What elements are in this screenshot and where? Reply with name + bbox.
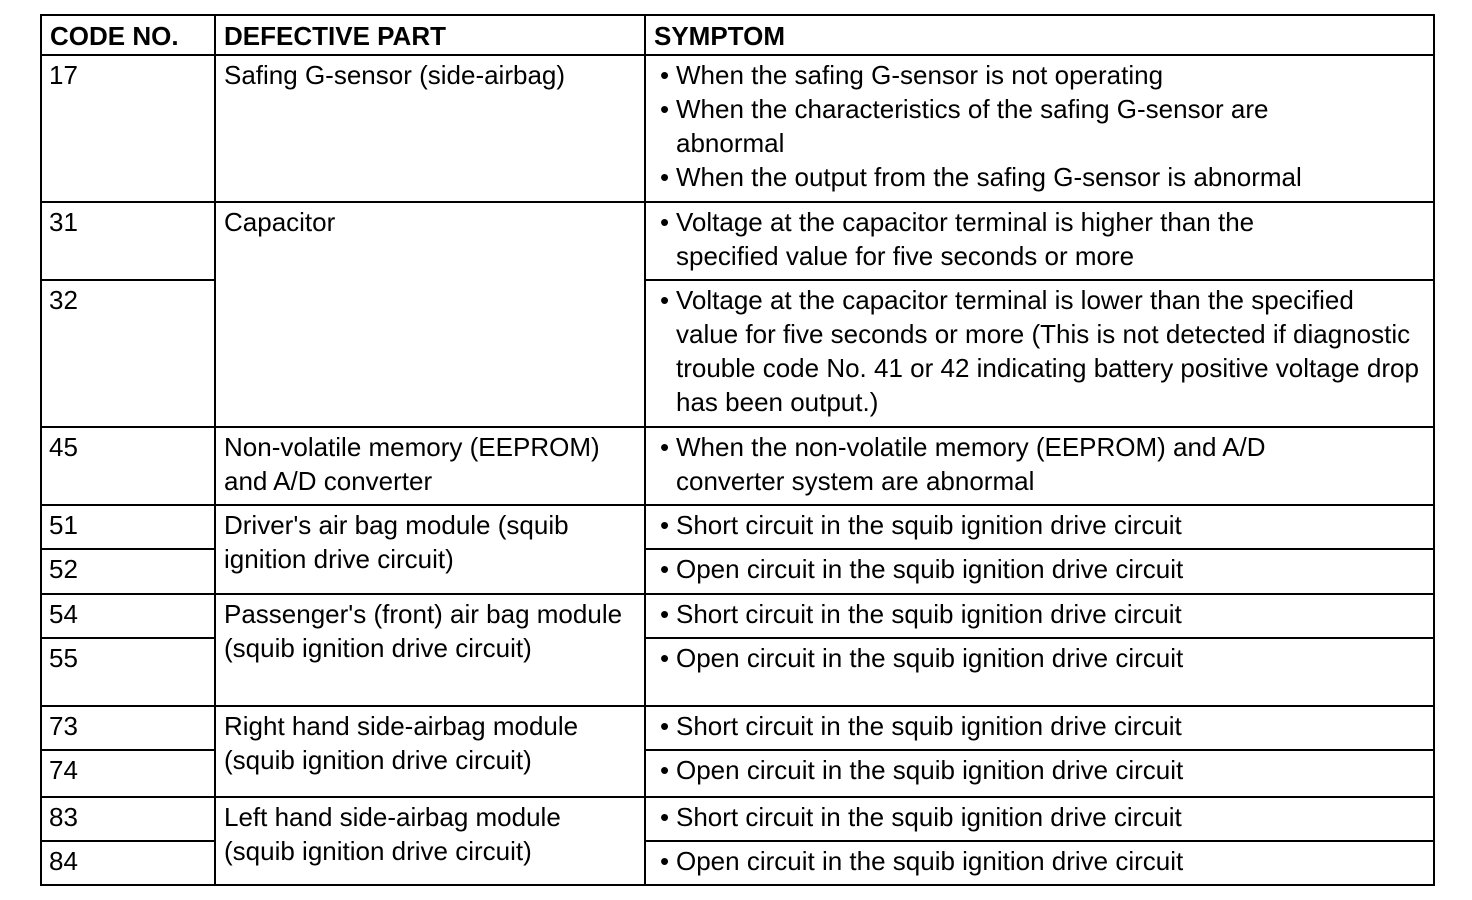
bullet: •: [660, 801, 670, 832]
header-defective-part: DEFECTIVE PART: [215, 15, 645, 55]
symptom-text: Short circuit in the squib ignition drive circuit: [676, 711, 1182, 742]
code-cell: 83: [41, 797, 215, 841]
symptom-item: [660, 709, 1429, 743]
symptom-item: [660, 58, 1429, 92]
symptom-item: [660, 597, 1429, 631]
symptom-text: Short circuit in the squib ignition drive circuit: [676, 510, 1182, 541]
table-row: [41, 797, 1434, 841]
symptom-text: Open circuit in the squib ignition drive circuit: [676, 755, 1184, 786]
symptom-item: [660, 430, 1429, 498]
symptom-cell: [645, 505, 1434, 549]
table-row: [41, 427, 1434, 505]
symptom-cell: [645, 841, 1434, 885]
symptom-item: [660, 283, 1429, 419]
symptom-text: Voltage at the capacitor terminal is higher than the specified value for five seconds or more: [676, 206, 1255, 271]
symptom-cell: [645, 427, 1434, 505]
bullet: •: [660, 285, 670, 316]
code-cell: 54: [41, 594, 215, 638]
symptom-text: Open circuit in the squib ignition drive circuit: [676, 845, 1184, 876]
symptom-item: [660, 800, 1429, 834]
bullet: •: [660, 162, 670, 192]
symptom-item: [660, 641, 1429, 675]
symptom-cell: [645, 594, 1434, 638]
code-cell: 31: [41, 202, 215, 280]
symptom-item: [660, 844, 1429, 878]
bullet: •: [660, 711, 670, 742]
bullet: •: [660, 642, 670, 673]
symptom-item: [660, 552, 1429, 586]
header-row: [41, 15, 1434, 55]
code-cell: 73: [41, 706, 215, 750]
bullet: •: [660, 431, 670, 462]
bullet: •: [660, 60, 670, 90]
header-code: CODE NO.: [41, 15, 215, 55]
symptom-text: Voltage at the capacitor terminal is lower than the specified value for five seconds or more (This is not detected if diagnostic trouble code No. 41 or 42 indicating battery positive voltage drop has been output.): [676, 285, 1419, 418]
bullet: •: [660, 206, 670, 237]
symptom-item: [660, 160, 1429, 194]
symptom-text: When the output from the safing G-sensor is abnormal: [676, 162, 1302, 192]
defective-part-cell: Driver's air bag module (squib ignition drive circuit): [215, 505, 645, 593]
symptom-text: When the non-volatile memory (EEPROM) and A/D converter system are abnormal: [676, 431, 1266, 496]
code-cell: 55: [41, 638, 215, 706]
symptom-text: Short circuit in the squib ignition drive circuit: [676, 598, 1182, 629]
code-cell: 32: [41, 280, 215, 427]
symptom-cell: [645, 549, 1434, 593]
bullet: •: [660, 845, 670, 876]
bullet: •: [660, 510, 670, 541]
symptom-text: When the characteristics of the safing G-sensor are abnormal: [676, 94, 1269, 158]
table-row: [41, 55, 1434, 202]
header-symptom: SYMPTOM: [645, 15, 1434, 55]
defective-part-cell: Non-volatile memory (EEPROM) and A/D converter: [215, 427, 645, 505]
table-row: [41, 594, 1434, 638]
code-cell: 52: [41, 549, 215, 593]
symptom-item: [660, 753, 1429, 787]
symptom-cell: [645, 638, 1434, 706]
symptom-item: [660, 92, 1429, 160]
symptom-item: [660, 205, 1429, 273]
code-cell: 84: [41, 841, 215, 885]
defective-part-cell: Left hand side-airbag module (squib ignition drive circuit): [215, 797, 645, 885]
bullet: •: [660, 94, 670, 124]
symptom-text: Open circuit in the squib ignition drive circuit: [676, 554, 1184, 585]
table-row: [41, 505, 1434, 549]
code-cell: 17: [41, 55, 215, 202]
defective-part-cell: Safing G-sensor (side-airbag): [215, 55, 645, 202]
dtc-table: [40, 14, 1435, 886]
bullet: •: [660, 554, 670, 585]
bullet: •: [660, 755, 670, 786]
symptom-text: Short circuit in the squib ignition drive circuit: [676, 801, 1182, 832]
symptom-cell: [645, 797, 1434, 841]
symptom-text: Open circuit in the squib ignition drive circuit: [676, 642, 1184, 673]
symptom-cell: [645, 750, 1434, 796]
symptom-cell: [645, 55, 1434, 202]
symptom-cell: [645, 706, 1434, 750]
symptom-cell: [645, 280, 1434, 427]
table-row: [41, 202, 1434, 280]
bullet: •: [660, 598, 670, 629]
code-cell: 51: [41, 505, 215, 549]
defective-part-cell: Right hand side-airbag module (squib ignition drive circuit): [215, 706, 645, 796]
defective-part-cell: Capacitor: [215, 202, 645, 427]
symptom-item: [660, 508, 1429, 542]
table-row: [41, 706, 1434, 750]
symptom-text: When the safing G-sensor is not operating: [676, 60, 1164, 90]
defective-part-cell: Passenger's (front) air bag module (squib ignition drive circuit): [215, 594, 645, 707]
code-cell: 74: [41, 750, 215, 796]
symptom-cell: [645, 202, 1434, 280]
code-cell: 45: [41, 427, 215, 505]
